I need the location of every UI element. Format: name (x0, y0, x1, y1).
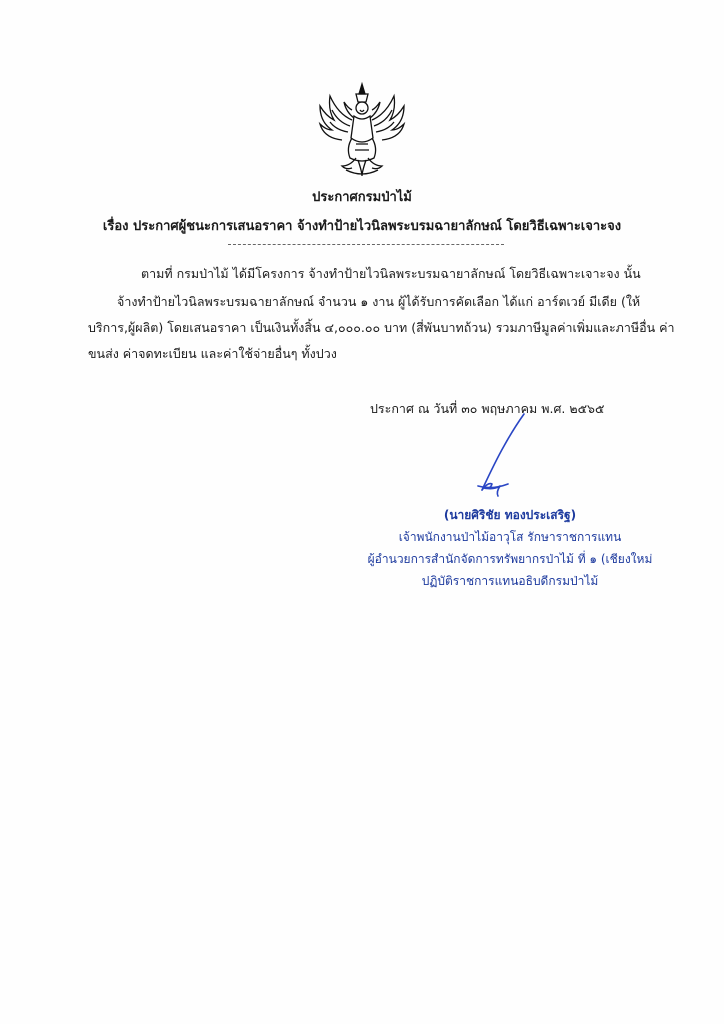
document-title: ประกาศกรมป่าไม้ (312, 190, 412, 205)
body-line-1: ตามที่ กรมป่าไม้ ได้มีโครงการ จ้างทำป้ายไวนิลพระบรมฉายาลักษณ์ โดยวิธีเฉพาะเจาะจง นั้น (141, 266, 641, 281)
body-line-2: จ้างทำป้ายไวนิลพระบรมฉายาลักษณ์ จำนวน ๑ งาน ผู้ได้รับการคัดเลือก ได้แก่ อาร์ตเวย์ มีเดีย (ให้ (117, 294, 641, 309)
body-line-3: บริการ,ผู้ผลิต) โดยเสนอราคา เป็นเงินทั้งสิ้น ๔,๐๐๐.๐๐ บาท (สี่พันบาทถ้วน) รวมภาษีมูลค่าเพิ่มและภาษีอื่น ค่า (88, 320, 675, 335)
dashed-divider (228, 244, 504, 245)
signatory-position-3: ปฏิบัติราชการแทนอธิบดีกรมป่าไม้ (421, 574, 599, 588)
signatory-name: (นายศิริชัย ทองประเสริฐ) (443, 508, 577, 522)
garuda-emblem-icon (316, 80, 408, 180)
signatory-position-2: ผู้อำนวยการสำนักจัดการทรัพยากรป่าไม้ ที่ ๑ (เชียงใหม่ (367, 552, 653, 566)
announcement-date: ประกาศ ณ วันที่ ๓๐ พฤษภาคม พ.ศ. ๒๕๖๕ (370, 401, 605, 416)
body-line-4: ขนส่ง ค่าจดทะเบียน และค่าใช้จ่ายอื่นๆ ทั้งปวง (88, 346, 337, 361)
handwritten-signature (448, 410, 558, 500)
document-subject: เรื่อง ประกาศผู้ชนะการเสนอราคา จ้างทำป้ายไวนิลพระบรมฉายาลักษณ์ โดยวิธีเฉพาะเจาะจง (102, 219, 622, 234)
signatory-position-1: เจ้าพนักงานป่าไม้อาวุโส รักษาราชการแทน (398, 530, 622, 544)
